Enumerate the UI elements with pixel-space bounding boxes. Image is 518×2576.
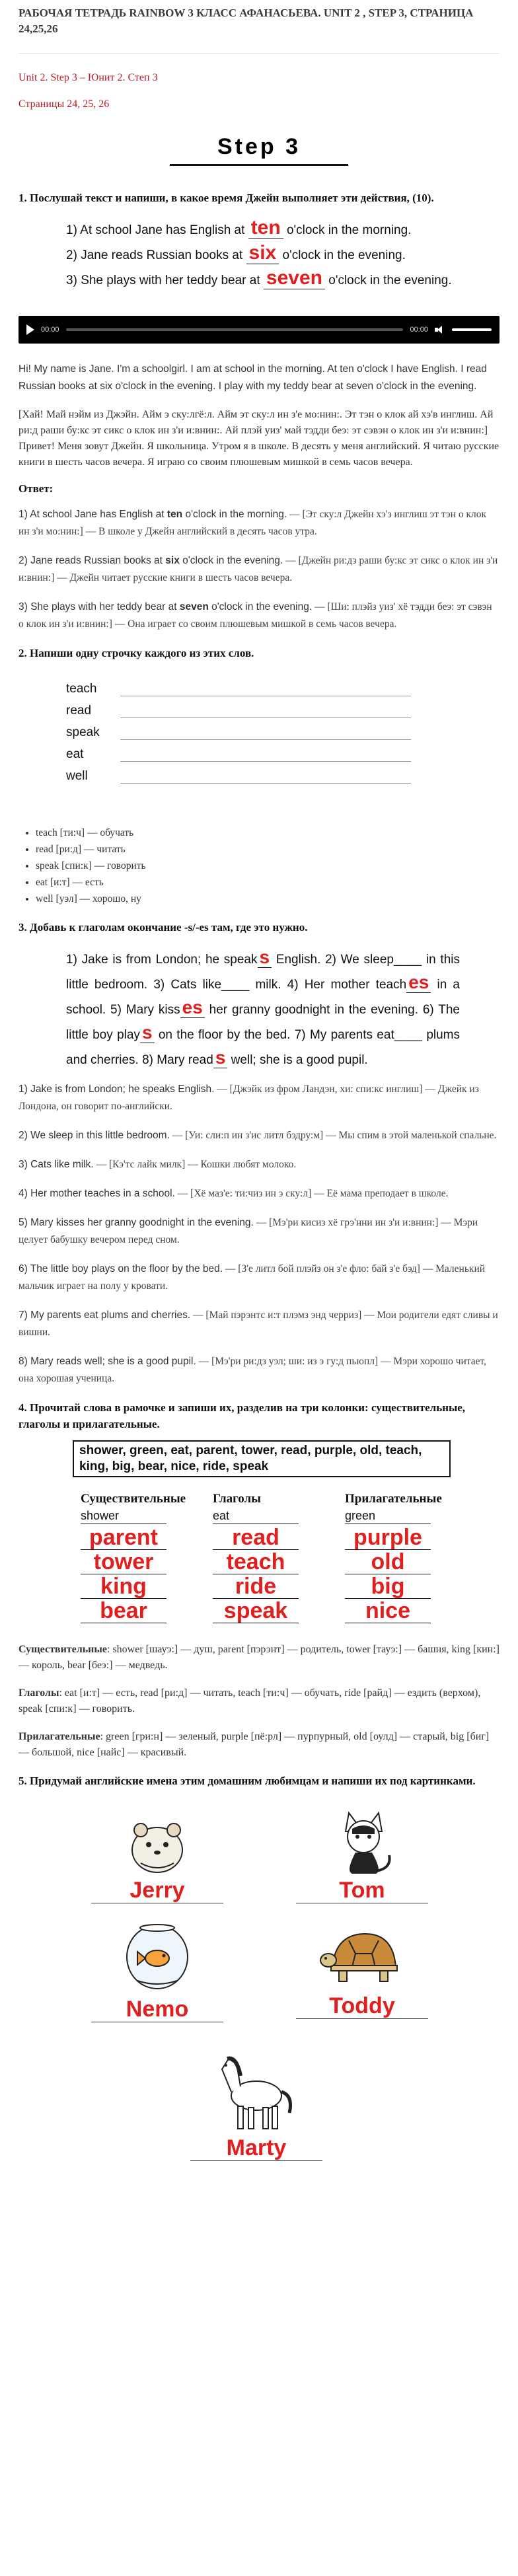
answer-ru: — [Май пэрэнтс и:т плэмз энд черриз] — Мои родители едят сливы и вишни. <box>18 1309 498 1338</box>
handwritten-suffix: es <box>180 997 205 1018</box>
write-word: read <box>66 704 92 718</box>
write-word: speak <box>66 725 100 739</box>
line-text: o'clock in the evening. <box>328 274 452 287</box>
step-title: Step 3 <box>217 134 301 159</box>
column-verbs <box>213 1492 345 1623</box>
play-icon[interactable] <box>26 324 34 335</box>
divider <box>18 53 500 54</box>
column-heading: Прилагательные <box>345 1492 442 1506</box>
answer-item <box>18 1353 500 1387</box>
write-row <box>66 762 500 784</box>
transcription-text: [Хай! Май нэйм из Джэйн. Айм э ску:лгё:л. Айм эт ску:л ин з'е мо:нин:. Эт тэн о клок ай хэ'в инглиш. Ай ри:д раши бу:кс эт сикс о клок ин з'и и:внин:. Ай плэй уиз' май тэдди беэ: эт сэвэн о клок ин з'и и:внин:] <box>18 409 494 436</box>
answer-item <box>18 1307 500 1341</box>
line-number: 1) <box>66 223 77 237</box>
answer-en: 2) Jane reads Russian books at <box>18 555 166 566</box>
word-columns <box>18 1492 500 1623</box>
handwritten-answer: king <box>81 1574 166 1599</box>
answer-en: 1) At school Jane has English at <box>18 509 167 520</box>
pet-name: Jerry <box>91 1878 223 1903</box>
column-example: shower <box>81 1509 166 1524</box>
breadcrumb <box>18 71 500 85</box>
answer-item <box>18 599 500 633</box>
verbs-paragraph <box>18 1685 500 1717</box>
worksheet-text: her granny goodnight in the evening. 6) The little boy play <box>66 1003 460 1042</box>
pet-name: Tom <box>296 1878 428 1903</box>
nouns-label: Существительные <box>18 1644 107 1655</box>
site-title: РАБОЧАЯ ТЕТРАДЬ RAINBOW 3 КЛАСС АФАНАСЬЕВА. UNIT 2 , STEP 3, СТРАНИЦА 24,25,26 <box>18 7 474 35</box>
answer-en: 7) My parents eat plums and cherries. <box>18 1309 191 1321</box>
nouns-text: : shower [шауэ:] — душ, parent [пэрэнт] — родитель, tower [тауэ:] — башня, king [кин:] — король, bear [беэ:] — медведь. <box>18 1644 500 1671</box>
write-row <box>66 718 500 740</box>
answer-ru: — [Кэ'тс лайк милк] — Кошки любят молоко. <box>93 1159 297 1170</box>
answer-ru: — [Эт ску:л Джейн хэ'з инглиш эт тэн о клок ин з'и мо:нин:] — В школе у Джейн английский в десять часов утра. <box>18 509 486 537</box>
answer-item <box>18 1081 500 1115</box>
pet-card <box>78 1812 237 1903</box>
hamster-icon <box>121 1812 194 1878</box>
column-adjectives <box>345 1492 477 1623</box>
worksheet-text: 1) Jake is from London; he speak <box>66 953 258 967</box>
worksheet-text: English. 2) We sleep____ in this little bedroom. 3) Cats like____ milk. 4) Her mother teach <box>66 953 460 992</box>
answer-item <box>18 1156 500 1173</box>
worksheet-text: well; she is a good pupil. <box>227 1053 368 1067</box>
task4-heading: 4. Прочитай слова в рамочке и запиши их, разделив на три колонки: существительные, глаголы и прилагательные. <box>18 1401 466 1430</box>
tortoise-icon <box>319 1921 405 1993</box>
handwritten-answer: parent <box>81 1526 166 1550</box>
breadcrumb-unit-link[interactable]: Unit 2. Step 3 <box>18 72 77 83</box>
write-row <box>66 740 500 762</box>
word-box: shower, green, eat, parent, tower, read, purple, old, teach, king, big, bear, nice, ride, speak <box>73 1440 451 1477</box>
column-heading: Существительные <box>81 1492 186 1506</box>
handwritten-answer: ride <box>213 1574 299 1599</box>
pony-icon <box>210 2049 303 2135</box>
answer-en: 1) Jake is from London; he speaks English. <box>18 1084 215 1095</box>
audio-player <box>18 316 500 344</box>
handwritten-answer: speak <box>213 1599 299 1623</box>
write-line <box>120 728 411 740</box>
list-item: • well [уэл] — хорошо, ну <box>36 891 500 907</box>
handwritten-answer: old <box>345 1550 431 1574</box>
handwritten-answer: six <box>246 242 279 264</box>
volume-icon[interactable] <box>435 326 445 334</box>
handwritten-answer: bear <box>81 1599 166 1623</box>
answer-en: 4) Her mother teaches in a school. <box>18 1188 175 1199</box>
handwritten-suffix: s <box>258 947 272 968</box>
handwritten-suffix: s <box>140 1022 155 1043</box>
task1-worksheet <box>18 213 500 296</box>
answer-ru: — [Джэйк из фром Ландэн, хи: спи:кс инглиш] — Джейк из Лондона, он говорит по-английски. <box>18 1084 479 1112</box>
column-nouns <box>81 1492 213 1623</box>
vocab-list <box>18 825 500 907</box>
translation-text: Привет! Меня зовут Джейн. Я школьница. Утром я в школе. В десять у меня английский. Я читаю русские книги в шесть часов вечера. Я играю со своим плюшевым мишкой в семь часов вечера. <box>18 441 500 468</box>
write-line <box>120 706 411 718</box>
task1-line <box>66 217 460 242</box>
answer-en: o'clock in the evening. <box>179 555 283 566</box>
step-title-underline <box>170 164 348 166</box>
write-line <box>120 684 411 696</box>
task2-heading: 2. Напиши одну строчку каждого из этих слов. <box>18 647 254 659</box>
pet-card <box>78 1917 237 2022</box>
list-item: • teach [ти:ч] — обучать <box>36 825 500 841</box>
answer-ru: — [Мэ'ри кисиз хё грэ'нни ин з'и и:внин:] — Мэри целует бабушку вечером перед сном. <box>18 1217 478 1245</box>
answer-ru: — [Хё маз'е: ти:чиз ин э ску:л] — Её мама преподает в школе. <box>174 1188 449 1199</box>
task3-heading: 3. Добавь к глаголам окончание -s/-es там, где это нужно. <box>18 921 308 934</box>
breadcrumb-separator: – <box>77 72 88 83</box>
write-word: teach <box>66 682 97 696</box>
write-word: well <box>66 769 88 783</box>
answer-item <box>18 1261 500 1295</box>
pet-name: Marty <box>190 2135 322 2161</box>
fish-icon <box>118 1917 197 1997</box>
answer-ru: — [Уи: сли:п ин з'ис литл бэдру:м] — Мы спим в этой маленькой спальне. <box>169 1130 497 1141</box>
column-example: green <box>345 1509 431 1524</box>
line-text: Jane reads Russian books at <box>81 248 243 262</box>
handwritten-answer: read <box>213 1526 299 1550</box>
pet-card <box>177 2049 336 2161</box>
breadcrumb-unit-ru-link[interactable]: Юнит 2. Степ 3 <box>87 72 158 83</box>
answer-item <box>18 552 500 587</box>
line-text: At school Jane has English at <box>80 223 245 237</box>
worksheet-text: in a school. 5) Mary kiss <box>66 978 460 1017</box>
line-text: o'clock in the morning. <box>286 223 412 237</box>
list-item: • speak [спи:к] — говорить <box>36 858 500 874</box>
handwritten-answer: ten <box>248 217 283 239</box>
write-row <box>66 696 500 718</box>
answer-ru: — [Джейн ри:дз раши бу:кс эт сикс о клок ин з'и и:внин:] — Джейн читает русские книги в шесть часов вечера. <box>18 555 498 583</box>
adjectives-label: Прилагательные <box>18 1731 100 1742</box>
write-line <box>120 772 411 784</box>
answer-en-bold: ten <box>166 509 183 520</box>
verbs-text: : eat [и:т] — есть, read [ри:д] — читать, teach [ти:ч] — обучать, ride [райд] — ездить (верхом), speak [спи:к] — говорить. <box>18 1687 481 1714</box>
current-time: 00:00 <box>41 326 59 334</box>
list-item: • read [ри:д] — читать <box>36 841 500 858</box>
answer-en-bold: seven <box>179 601 209 612</box>
worksheet-text: on the floor by the bed. 7) My parents eat____ plums and cherries. 8) Mary read <box>66 1028 460 1067</box>
answer-en: 3) She plays with her teddy bear at <box>18 601 180 612</box>
pages-link: Страницы 24, 25, 26 <box>18 98 110 110</box>
volume-slider[interactable] <box>452 328 492 331</box>
duration: 00:00 <box>410 326 428 334</box>
adjectives-text: : green [гри:н] — зеленый, purple [пё:рл] — пурпурный, old [оулд] — старый, big [биг] — большой, nice [найс] — красивый. <box>18 1731 490 1758</box>
line-number: 2) <box>66 248 77 262</box>
write-line <box>120 750 411 762</box>
write-word: eat <box>66 747 84 761</box>
handwritten-answer: tower <box>81 1550 166 1574</box>
answer-ru: — [Мэ'ри ри:дз уэл; ши: из э гу:д пьюпл] — Мэри хорошо читает, она хорошая ученица. <box>18 1356 487 1384</box>
answer-en: 3) Cats like milk. <box>18 1159 94 1170</box>
pet-name: Toddy <box>296 1993 428 2019</box>
task1-line <box>66 242 460 267</box>
answer-en: 2) We sleep in this little bedroom. <box>18 1130 170 1141</box>
pet-name: Nemo <box>91 1997 223 2022</box>
answer-item <box>18 506 500 540</box>
pet-grid <box>18 1805 500 2215</box>
answer-item <box>18 1214 500 1249</box>
column-heading: Глаголы <box>213 1492 262 1506</box>
answer-en: o'clock in the evening. <box>208 601 313 612</box>
pet-card <box>283 1921 441 2019</box>
answer-label: Ответ: <box>18 482 54 495</box>
handwritten-answer: nice <box>345 1599 431 1623</box>
verbs-label: Глаголы <box>18 1687 59 1699</box>
nouns-paragraph <box>18 1642 500 1674</box>
answer-en: 6) The little boy plays on the floor by the bed. <box>18 1263 223 1274</box>
answer-en: 5) Mary kisses her granny goodnight in the evening. <box>18 1217 254 1228</box>
line-number: 3) <box>66 274 77 287</box>
handwritten-suffix: es <box>406 972 431 993</box>
cat-icon <box>326 1805 398 1878</box>
task3-worksheet <box>18 942 500 1081</box>
answer-ru: — [З'е литл бой плэйз он з'е фло: бай з'е бэд] — Маленький мальчик играет на полу у кровати. <box>18 1263 486 1292</box>
story-english: Hi! My name is Jane. I'm a schoolgirl. I am at school in the morning. At ten o'clock I have English. I read Russian books at six o'clock in the evening. I play with my teddy bear at seven o'clock in the evening. <box>18 363 487 392</box>
handwritten-answer: seven <box>264 267 325 289</box>
pet-card <box>283 1805 441 1903</box>
handwritten-answer: teach <box>213 1550 299 1574</box>
task1-line <box>66 267 460 292</box>
answer-en: 8) Mary reads well; she is a good pupil. <box>18 1356 196 1367</box>
task1-heading: 1. Послушай текст и напиши, в какое время Джейн выполняет эти действия, (10). <box>18 192 434 204</box>
write-row <box>66 675 500 696</box>
task5-heading: 5. Придумай английские имена этим домашним любимцам и напиши их под картинками. <box>18 1775 476 1787</box>
adjectives-paragraph <box>18 1729 500 1761</box>
list-item: • eat [и:т] — есть <box>36 874 500 891</box>
answer-item <box>18 1185 500 1202</box>
line-text: She plays with her teddy bear at <box>81 274 260 287</box>
audio-progress-bar[interactable] <box>66 328 404 331</box>
story-transcription <box>18 407 500 470</box>
line-text: o'clock in the evening. <box>282 248 406 262</box>
handwritten-suffix: s <box>213 1047 228 1068</box>
column-example: eat <box>213 1509 299 1524</box>
answer-en: o'clock in the morning. <box>182 509 287 520</box>
answer-ru: — [Ши: плэйз уиз' хё тэдди беэ: эт сэвэн о клок ин з'и и:внин:] — Она играет со своим плюшевым мишкой в семь часов вечера. <box>18 601 492 630</box>
handwritten-answer: purple <box>345 1526 431 1550</box>
task2-worksheet <box>18 668 500 799</box>
answer-en-bold: six <box>165 555 180 566</box>
answer-item <box>18 1127 500 1144</box>
handwritten-answer: big <box>345 1574 431 1599</box>
